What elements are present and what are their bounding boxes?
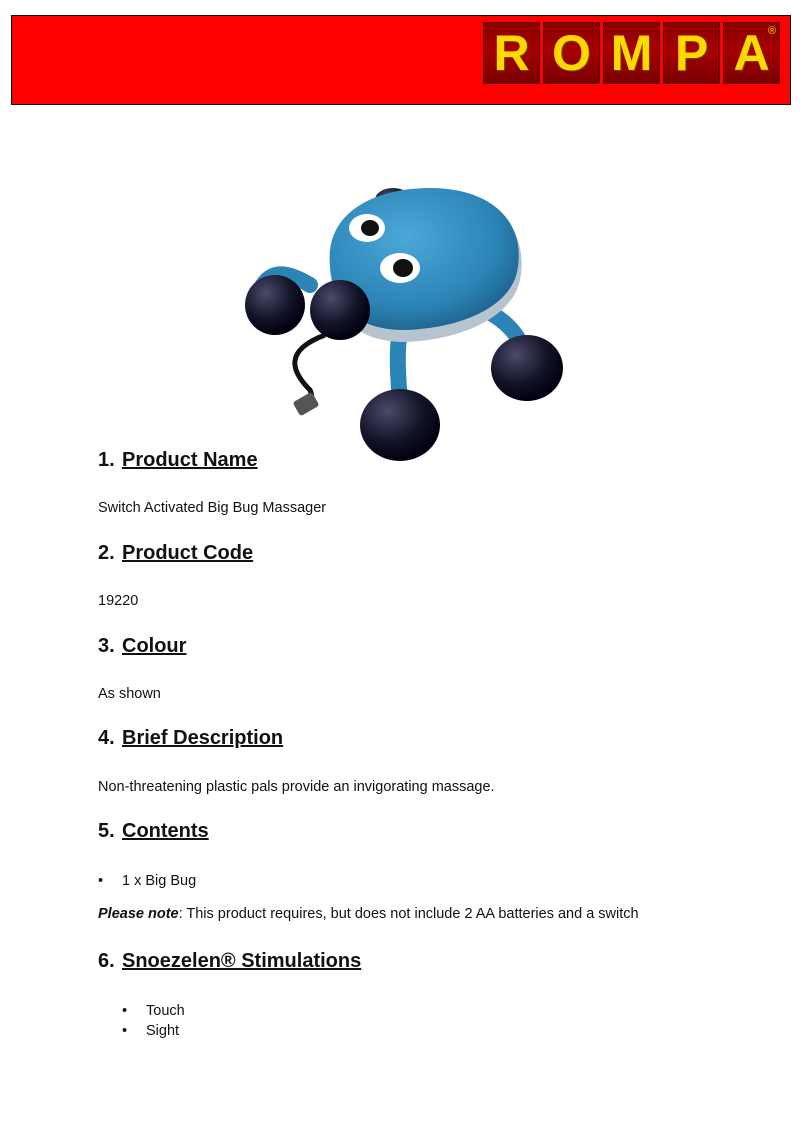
please-note: Please note: This product requires, but does not include 2 AA batteries and a switch [98, 906, 639, 922]
rompa-logo [483, 22, 780, 84]
section-heading: 4. Brief Description [98, 727, 284, 749]
logo-tile: A ® [723, 22, 780, 84]
list-item: • Sight [122, 1023, 180, 1039]
section-heading: 1. Product Name [98, 449, 258, 471]
section-heading: 5. Contents [98, 820, 209, 842]
colour-value: As shown [98, 686, 161, 702]
logo-tile: R [483, 22, 540, 84]
logo-tile: P [663, 22, 720, 84]
product-code-value: 19220 [98, 593, 139, 609]
list-item: • Touch [122, 1003, 185, 1019]
section-heading: 2. Product Code [98, 542, 254, 564]
logo-tile: O [543, 22, 600, 84]
product-name-value: Switch Activated Big Bug Massager [98, 500, 327, 516]
section-heading: 6. Snoezelen® Stimulations [98, 950, 362, 972]
list-item: • 1 x Big Bug [98, 873, 197, 889]
section-heading: 3. Colour [98, 635, 187, 657]
logo-tile: M [603, 22, 660, 84]
description-value: Non-threatening plastic pals provide an invigorating massage. [98, 779, 495, 795]
big-bug-massager-image [215, 120, 595, 500]
